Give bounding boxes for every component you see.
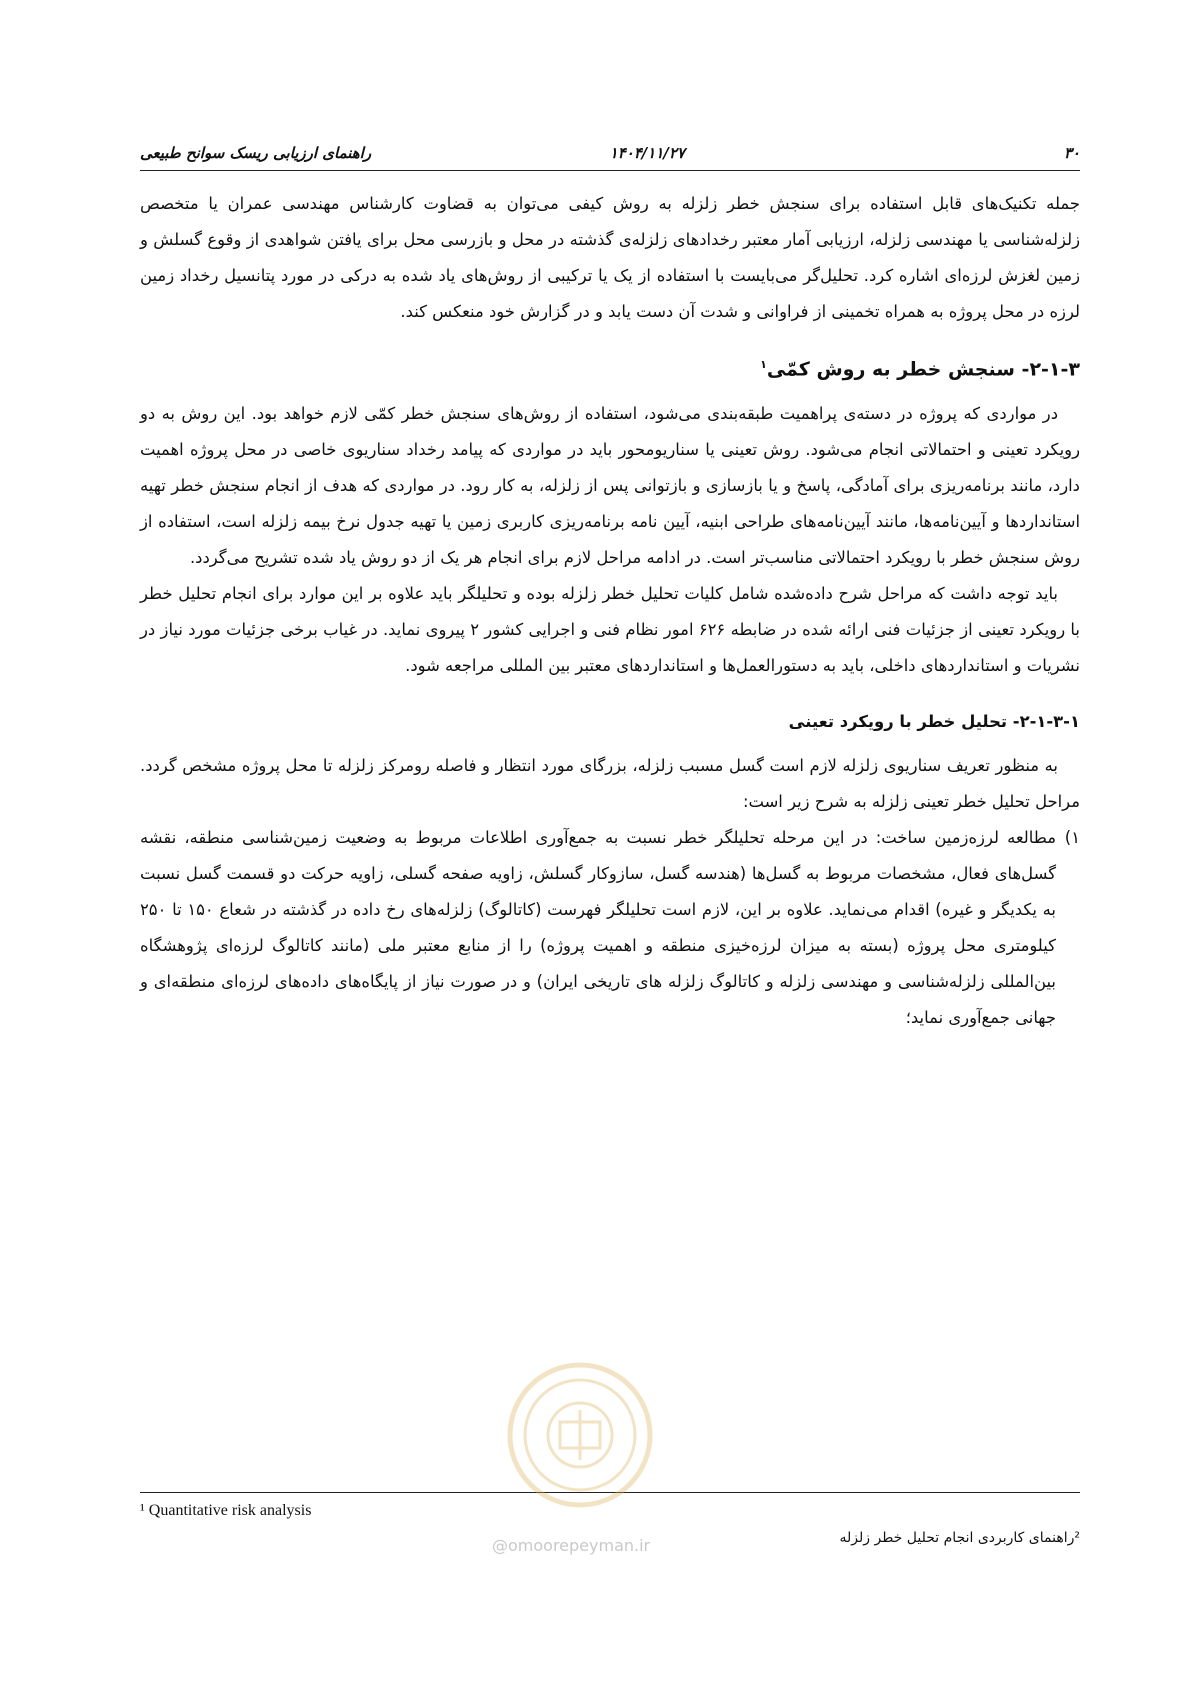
header-date: ۱۴۰۴/۱۱/۲۷ (609, 144, 685, 162)
paragraph-note: باید توجه داشت که مراحل شرح داده‌شده شامل کلیات تحلیل خطر زلزله بوده و تحلیلگر باید علاوه بر این موارد برای انجام تحلیل خطر با رویکرد تعینی از جزئیات فنی ارائه شده در ضابطه ۶۲۶ امور نظام فنی و اجرایی کشور ۲ پیروی نماید. در غیاب برخی جزئیات مورد نیاز در نشریات و استانداردهای داخلی، باید به دستورالعمل‌ها و استانداردهای معتبر بین المللی مراجعه شود. (140, 584, 1080, 676)
footnote-2: ²راهنمای کاربردی انجام تحلیل خطر زلزله (839, 1530, 1080, 1546)
watermark-seal-icon (505, 1360, 655, 1510)
paragraph-intro-continued: جمله تکنیک‌های قابل استفاده برای سنجش خطر زلزله به روش کیفی می‌توان به قضاوت کارشناس مهندسی عمران یا متخصص زلزله‌شناسی یا مهندسی زلزله، ارزیابی آمار معتبر رخدادهای زلزله‌ی گذشته در محل و بازرسی محل برای یافتن شواهدی از وقوع گسلش و زمین لغزش لرزه‌ای اشاره کرد. تحلیل‌گر می‌بایست با استفاده از یک یا ترکیبی از روش‌های یاد شده به درکی در مورد پتانسیل رخداد زمین لرزه در محل پروژه به همراه تخمینی از فراوانی و شدت آن دست یابد و در گزارش خود منعکس کند. (140, 194, 1080, 321)
list-item-text: مطالعه لرزه‌زمین ساخت: در این مرحله تحلیلگر خطر نسبت به جمع‌آوری اطلاعات مربوط به وضعیت زمین‌شناسی منطقه، نقشه گسل‌های فعال، مشخصات مربوط به گسل‌ها (هندسه گسل، سازوکار گسلش، زاویه صفحه گسلی، زاویه حرکت دو قسمت گسل نسبت به یکدیگر و غیره) اقدام می‌نماید. علاوه بر این، لازم است تحلیلگر فهرست (کاتالوگ) زلزله‌های رخ داده در گذشته در شعاع ۱۵۰ تا ۲۵۰ کیلومتری محل پروژه (بسته به میزان لرزه‌خیزی منطقه و اهمیت پروژه) را از منابع معتبر ملی (مانند کاتالوگ لرزه‌ای پژوهشگاه بین‌المللی زلزله‌شناسی و مهندسی زلزله و کاتالوگ زلزله های تاریخی ایران) و در صورت نیاز از پایگاه‌های داده‌های لرزه‌ای منطقه‌ای و جهانی جمع‌آوری نماید؛ (140, 828, 1056, 1028)
footnote-ref-1[interactable]: ۱ (760, 358, 767, 371)
section-heading (140, 347, 1080, 387)
paragraph-scenario: به منظور تعریف سناریوی زلزله لازم است گسل مسبب زلزله، بزرگای مورد انتظار و فاصله رومرکز زلزله تا محل پروژه مشخص گردد. مراحل تحلیل خطر تعینی زلزله به شرح زیر است: (140, 756, 1080, 812)
header-book-title: راهنمای ارزیابی ریسک سوانح طبیعی (140, 144, 372, 162)
section-heading-text: ۲-۱-۳- سنجش خطر به روش کمّی (766, 358, 1080, 381)
page-number: ۳۰ (1063, 144, 1080, 162)
watermark-text: @omoorepeyman.ir (492, 1536, 651, 1555)
paragraph-quantitative: در مواردی که پروژه در دسته‌ی پراهمیت طبقه‌بندی می‌شود، استفاده از روش‌های سنجش خطر کمّی لازم خواهد بود. این روش به دو رویکرد تعینی و احتمالاتی انجام می‌شود. روش تعینی یا سناریومحور باید در مواردی که پیامد رخداد سناریوی خاصی در محل پروژه اهمیت دارد، مانند برنامه‌ریزی برای آمادگی، پاسخ و یا بازسازی و بازتوانی پس از زلزله، به کار رود. در مواردی که هدف از انجام سنجش خطر تهیه استانداردها و آیین‌نامه‌ها، مانند آیین‌نامه‌های طراحی ابنیه، آیین نامه برنامه‌ریزی کاربری زمین یا تهیه جدول نرخ بیمه زلزله است، استفاده از روش سنجش خطر با رویکرد احتمالاتی مناسب‌تر است. در ادامه مراحل لازم برای انجام هر یک از دو روش یاد شده تشریح می‌گردد. (140, 404, 1080, 568)
list-number: ۱) (1064, 828, 1080, 848)
page-header (140, 140, 1080, 171)
body-text (140, 186, 1080, 1036)
subsection-heading: ۲-۱-۳-۱- تحلیل خطر با رویکرد تعینی (788, 712, 1080, 732)
footnote-1: ¹ Quantitative risk analysis (140, 1502, 312, 1519)
list-item (140, 820, 1080, 1036)
